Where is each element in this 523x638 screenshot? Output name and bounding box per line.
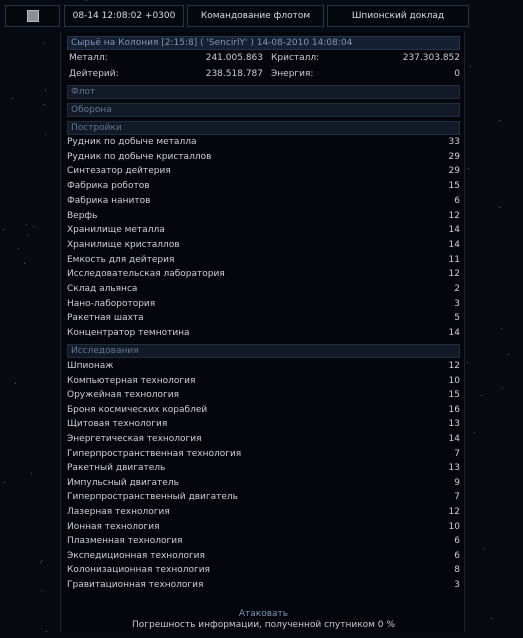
list-item xyxy=(67,268,460,282)
header-checkbox-cell[interactable] xyxy=(5,5,60,27)
item-name: Ракетный двигатель xyxy=(67,463,166,474)
item-level: 13 xyxy=(448,419,460,430)
list-item xyxy=(67,491,460,505)
list-item xyxy=(67,506,460,520)
list-item xyxy=(67,195,460,209)
list-item xyxy=(67,418,460,432)
star-dot xyxy=(43,43,44,44)
item-name: Рудник по добыче кристаллов xyxy=(67,151,212,162)
item-level: 7 xyxy=(454,492,460,503)
star-dot xyxy=(86,0,87,1)
footer-note: Погрешность информации, полученной спутником 0 % xyxy=(132,620,395,630)
list-item xyxy=(67,283,460,297)
item-level: 15 xyxy=(448,181,460,192)
list-item xyxy=(67,239,460,253)
deuterium-label: Дейтерий: xyxy=(69,69,119,79)
spy-report-button[interactable]: Шпионский доклад xyxy=(327,5,469,27)
item-level: 11 xyxy=(448,254,460,265)
item-level: 14 xyxy=(448,225,460,236)
list-item xyxy=(67,433,460,447)
star-dot xyxy=(46,631,47,632)
item-level: 12 xyxy=(448,210,460,221)
star-dot xyxy=(501,328,502,329)
list-item xyxy=(67,404,460,418)
star-dot xyxy=(484,548,485,549)
item-name: Щитовая технология xyxy=(67,419,168,430)
list-item xyxy=(67,136,460,150)
item-name: Гиперпространственная технология xyxy=(67,448,242,459)
item-level: 13 xyxy=(448,463,460,474)
item-name: Верфь xyxy=(67,210,98,221)
item-level: 33 xyxy=(448,137,460,147)
item-level: 12 xyxy=(448,507,460,517)
list-item xyxy=(67,327,460,341)
star-dot xyxy=(31,473,32,474)
list-item xyxy=(67,165,460,179)
item-name: Энергетическая технология xyxy=(67,434,202,444)
star-dot xyxy=(44,104,45,105)
item-name: Склад альянса xyxy=(67,284,138,294)
energy-value: 0 xyxy=(454,69,460,79)
star-dot xyxy=(491,618,492,619)
item-name: Фабрика роботов xyxy=(67,181,150,192)
star-dot xyxy=(45,134,46,135)
item-level: 14 xyxy=(448,434,460,444)
list-item xyxy=(67,375,460,389)
item-name: Плазменная технология xyxy=(67,536,183,547)
item-name: Компьютерная технология xyxy=(67,375,196,386)
item-level: 14 xyxy=(448,328,460,339)
crystal-label: Кристалл: xyxy=(271,53,320,63)
buildings-section-header: Постройки xyxy=(67,121,460,135)
star-dot xyxy=(468,168,469,169)
square-checkbox-icon[interactable] xyxy=(27,10,39,22)
fleet-section-header: Флот xyxy=(67,85,460,99)
list-item xyxy=(67,550,460,564)
item-level: 14 xyxy=(448,239,460,250)
energy-label: Энергия: xyxy=(271,69,314,79)
star-dot xyxy=(18,248,19,249)
report-title: Сырьё на Колония [2:15:8] ( 'SencirlY' ) 14-08-2010 14:08:04 xyxy=(67,36,460,50)
item-level: 15 xyxy=(448,390,460,401)
attack-link[interactable]: Атаковать xyxy=(238,609,289,619)
item-name: Рудник по добыче металла xyxy=(67,137,197,147)
item-name: Нано-лаборотория xyxy=(67,298,156,309)
header-datetime: 08-14 12:08:02 +0300 xyxy=(64,5,184,27)
item-name: Колонизационная технология xyxy=(67,565,210,576)
star-dot xyxy=(4,482,5,483)
item-level: 3 xyxy=(454,580,460,590)
item-level: 6 xyxy=(454,536,460,547)
star-dot xyxy=(26,224,27,225)
item-name: Шпионаж xyxy=(67,361,114,371)
item-level: 2 xyxy=(454,284,460,294)
item-name: Ракетная шахта xyxy=(67,313,144,324)
star-dot xyxy=(467,362,468,363)
item-level: 7 xyxy=(454,448,460,459)
item-level: 29 xyxy=(448,151,460,162)
item-name: Емкость для дейтерия xyxy=(67,254,175,265)
star-dot xyxy=(41,560,42,561)
deuterium-value: 238.518.787 xyxy=(205,69,263,79)
item-name: Оружейная технология xyxy=(67,390,180,401)
item-level: 6 xyxy=(454,550,460,561)
list-item xyxy=(67,298,460,312)
item-name: Броня космических кораблей xyxy=(67,404,208,415)
list-item xyxy=(67,180,460,194)
defense-section-header: Оборона xyxy=(67,103,460,117)
fleet-command-button[interactable]: Командование флотом xyxy=(187,5,324,27)
star-dot xyxy=(3,229,4,230)
item-level: 12 xyxy=(448,269,460,280)
star-dot xyxy=(45,90,46,91)
star-dot xyxy=(508,354,509,355)
star-dot xyxy=(481,395,482,396)
metal-value: 241.005.863 xyxy=(205,53,263,63)
star-dot xyxy=(40,562,41,563)
list-item xyxy=(67,579,460,593)
list-item xyxy=(67,521,460,535)
star-dot xyxy=(502,388,503,389)
list-item xyxy=(67,224,460,238)
list-item xyxy=(67,389,460,403)
star-dot xyxy=(27,235,28,236)
item-name: Экспедиционная технология xyxy=(67,550,205,561)
item-name: Хранилище кристаллов xyxy=(67,239,180,250)
item-name: Хранилище металла xyxy=(67,225,165,236)
item-level: 29 xyxy=(448,166,460,177)
list-item xyxy=(67,462,460,476)
metal-label: Металл: xyxy=(69,53,108,63)
star-dot xyxy=(499,120,500,121)
star-dot xyxy=(33,226,34,227)
crystal-value: 237.303.852 xyxy=(402,53,460,63)
item-level: 10 xyxy=(448,375,460,386)
top-header xyxy=(0,5,523,27)
list-item xyxy=(67,312,460,326)
star-dot xyxy=(24,263,25,264)
list-item xyxy=(67,448,460,462)
list-item xyxy=(67,564,460,578)
item-name: Исследовательская лаборатория xyxy=(67,269,225,280)
list-item xyxy=(67,477,460,491)
spy-report-panel xyxy=(60,32,465,632)
item-level: 5 xyxy=(454,313,460,324)
item-name: Концентратор темнотина xyxy=(67,328,190,339)
star-dot xyxy=(474,432,475,433)
item-name: Лазерная технология xyxy=(67,507,170,517)
item-level: 12 xyxy=(448,361,460,371)
star-dot xyxy=(499,207,500,208)
list-item xyxy=(67,360,460,374)
list-item xyxy=(67,151,460,165)
star-dot xyxy=(15,383,16,384)
star-dot xyxy=(470,66,471,67)
star-dot xyxy=(12,98,13,99)
star-dot xyxy=(41,590,42,591)
item-name: Импульсный двигатель xyxy=(67,477,179,488)
list-item xyxy=(67,535,460,549)
item-level: 10 xyxy=(448,521,460,532)
item-name: Синтезатор дейтерия xyxy=(67,166,171,177)
research-section-header: Исследования xyxy=(67,344,460,358)
item-name: Гравитационная технология xyxy=(67,580,204,590)
item-level: 3 xyxy=(454,298,460,309)
item-level: 16 xyxy=(448,404,460,415)
list-item xyxy=(67,254,460,268)
list-item xyxy=(67,210,460,224)
item-name: Ионная технология xyxy=(67,521,160,532)
item-level: 8 xyxy=(454,565,460,576)
item-name: Фабрика нанитов xyxy=(67,195,151,206)
item-name: Гиперпространственный двигатель xyxy=(67,492,238,503)
item-level: 6 xyxy=(454,195,460,206)
item-level: 9 xyxy=(454,477,460,488)
